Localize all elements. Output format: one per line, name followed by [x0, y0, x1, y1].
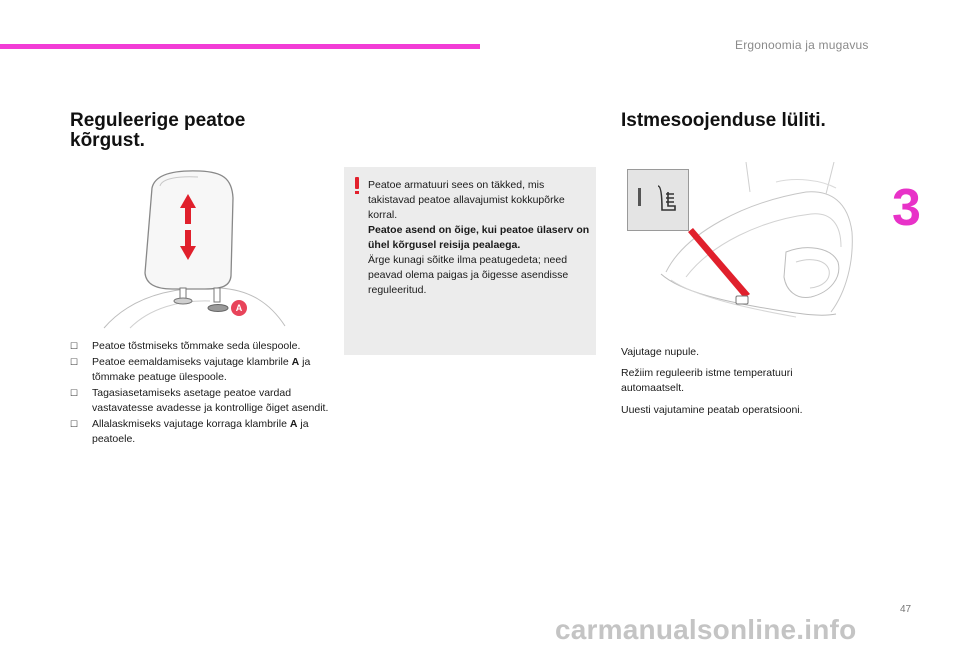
bullet-text-bold: A	[289, 418, 298, 430]
bullet-text	[92, 355, 330, 385]
headrest-illustration	[100, 168, 290, 333]
seat-heating-step2: Režiim reguleerib istme temperatuuri automaatselt.	[621, 367, 793, 394]
bullet-icon: ☐	[70, 357, 79, 367]
bullet-text-part: Allalaskmiseks vajutage korraga klambrile	[92, 418, 290, 430]
warning-box	[344, 167, 596, 355]
seat-heating-button-icon	[628, 170, 688, 230]
bullet-text-bold: A	[291, 356, 300, 368]
warning-line1: Peatoe armatuuri sees on täkked, mis takistavad peatoe allavajumist kokkupõrke korral.	[368, 179, 565, 221]
seat-heating-switch-inset	[627, 169, 689, 231]
seat-heating-heading-wrap	[621, 111, 826, 131]
bullet-text	[92, 417, 330, 447]
bullet-text-part: ja peatoele.	[92, 418, 309, 445]
callout-a-marker: A	[231, 300, 247, 316]
seat-heating-step1: Vajutage nupule.	[621, 346, 700, 358]
warning-icon	[354, 177, 359, 191]
headrest-heading	[70, 111, 245, 151]
warning-text	[368, 178, 592, 298]
list-item	[70, 339, 330, 354]
warning-bold: Peatoe asend on õige, kui peatoe ülaserv on ühel kõrgusel reisija pealaega.	[368, 224, 590, 251]
warning-line2: Ärge kunagi sõitke ilma peatugedeta; need peavad olema paigas ja õigesse asendisse reguleeritud.	[368, 254, 569, 296]
list-item	[70, 417, 330, 447]
bullet-text-part: ja tõmmake peatuge ülespoole.	[92, 356, 311, 383]
seat-heating-heading: Istmesoojenduse lüliti.	[621, 110, 826, 131]
section-title: Ergonoomia ja mugavus	[735, 38, 869, 52]
headrest-heading-line1: Reguleerige peatoe	[70, 110, 246, 131]
bullet-text: Peatoe tõstmiseks tõmmake seda ülespoole.	[92, 340, 301, 352]
bullet-icon: ☐	[70, 341, 79, 351]
list-item	[70, 386, 330, 416]
headrest-heading-line2: kõrgust.	[70, 130, 145, 151]
bullet-text-part: Peatoe eemaldamiseks vajutage klambrile	[92, 356, 292, 368]
accent-bar	[0, 44, 480, 49]
watermark: carmanualsonline.info	[555, 614, 857, 645]
headrest-instructions	[70, 339, 330, 448]
chapter-number: 3	[892, 179, 921, 237]
bullet-text: Tagasiasetamiseks asetage peatoe vardad vastavatesse avadesse ja kontrollige õiget asendit.	[92, 387, 329, 414]
page-number: 47	[900, 604, 912, 615]
seat-heating-step3: Uuesti vajutamine peatab operatsiooni.	[621, 404, 803, 416]
list-item	[70, 355, 330, 385]
bullet-icon: ☐	[70, 388, 79, 398]
bullet-icon: ☐	[70, 419, 79, 429]
